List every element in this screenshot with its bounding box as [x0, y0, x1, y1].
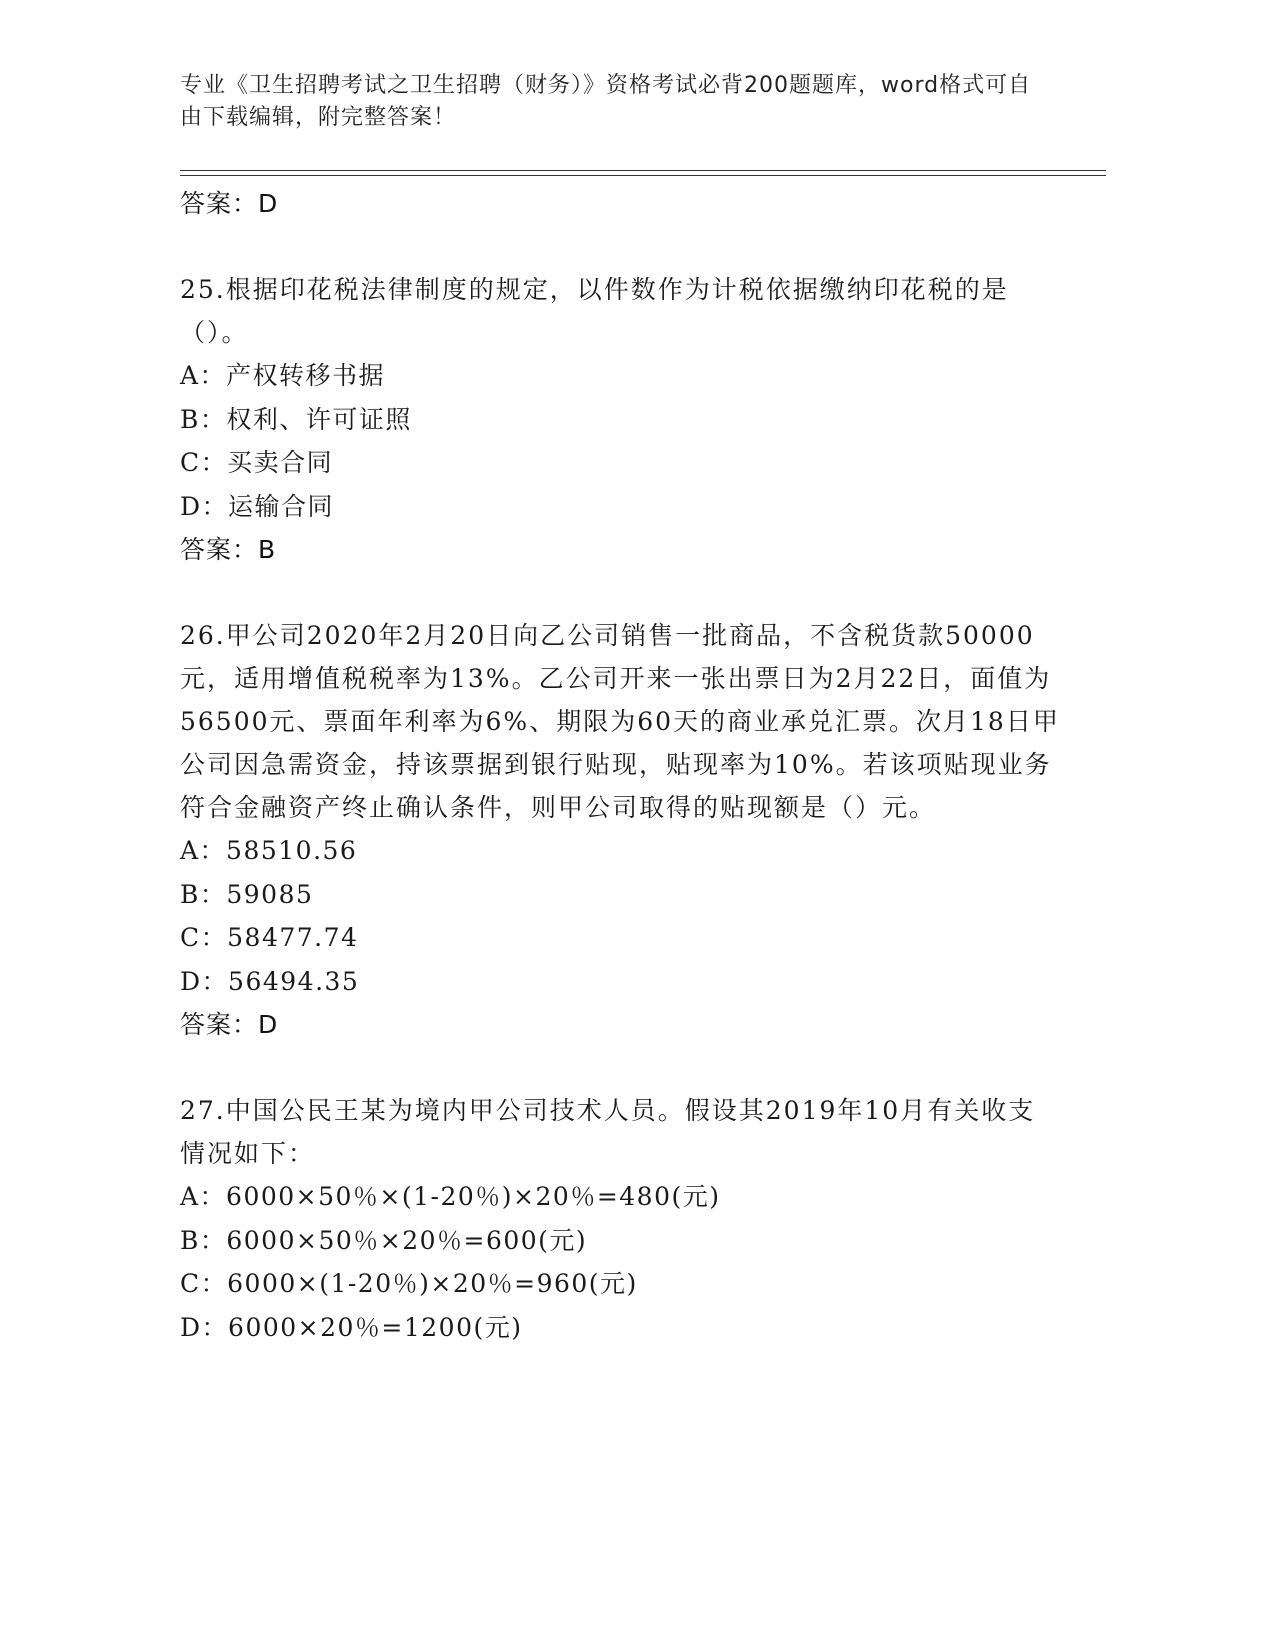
option-c: C：6000×(1-20％)×20％=960(元) [180, 1269, 638, 1298]
option-d: D：56494.35 [180, 966, 360, 996]
question-answer: 答案：D [180, 1010, 279, 1039]
question-27 [180, 1089, 1060, 1349]
option-c: C：买卖合同 [180, 448, 334, 477]
header-divider-bottom [180, 175, 1106, 176]
question-25 [180, 268, 1060, 572]
document-body [180, 182, 1060, 1349]
page-header-title: 专业《卫生招聘考试之卫生招聘（财务）》资格考试必背200题题库，word格式可自由下载编辑，附完整答案！ [180, 73, 1032, 130]
option-b: B：6000×50％×20％=600(元) [180, 1225, 588, 1255]
question-text: 26.甲公司2020年2月20日向乙公司销售一批商品，不含税货款50000元，适用增值税税率为13%。乙公司开来一张出票日为2月22日，面值为56500元、票面年利率为6%、期限为60天的商业承兑汇票。次月18日甲公司因急需资金，持该票据到银行贴现，贴现率为10%。若该项贴现业务符合金融资产终止确认条件，则甲公司取得的贴现额是（）元。 [180, 621, 1060, 822]
previous-question-answer: 答案：D [180, 189, 279, 218]
option-b: B：权利、许可证照 [180, 404, 412, 434]
option-b: B：59085 [180, 879, 314, 909]
question-text: 27.中国公民王某为境内甲公司技术人员。假设其2019年10月有关收支情况如下： [180, 1096, 1036, 1168]
header-divider-top [180, 170, 1106, 171]
option-c: C：58477.74 [180, 923, 359, 952]
option-a: A：6000×50％×(1-20％)×20％=480(元) [180, 1182, 721, 1211]
option-a: A：58510.56 [180, 836, 358, 865]
option-d: D：6000×20％=1200(元) [180, 1312, 523, 1342]
question-26 [180, 614, 1060, 1047]
option-d: D：运输合同 [180, 491, 335, 521]
question-answer: 答案：B [180, 535, 277, 564]
option-a: A：产权转移书据 [180, 361, 386, 390]
question-text: 25.根据印花税法律制度的规定，以件数作为计税依据缴纳印花税的是（）。 [180, 275, 1009, 347]
